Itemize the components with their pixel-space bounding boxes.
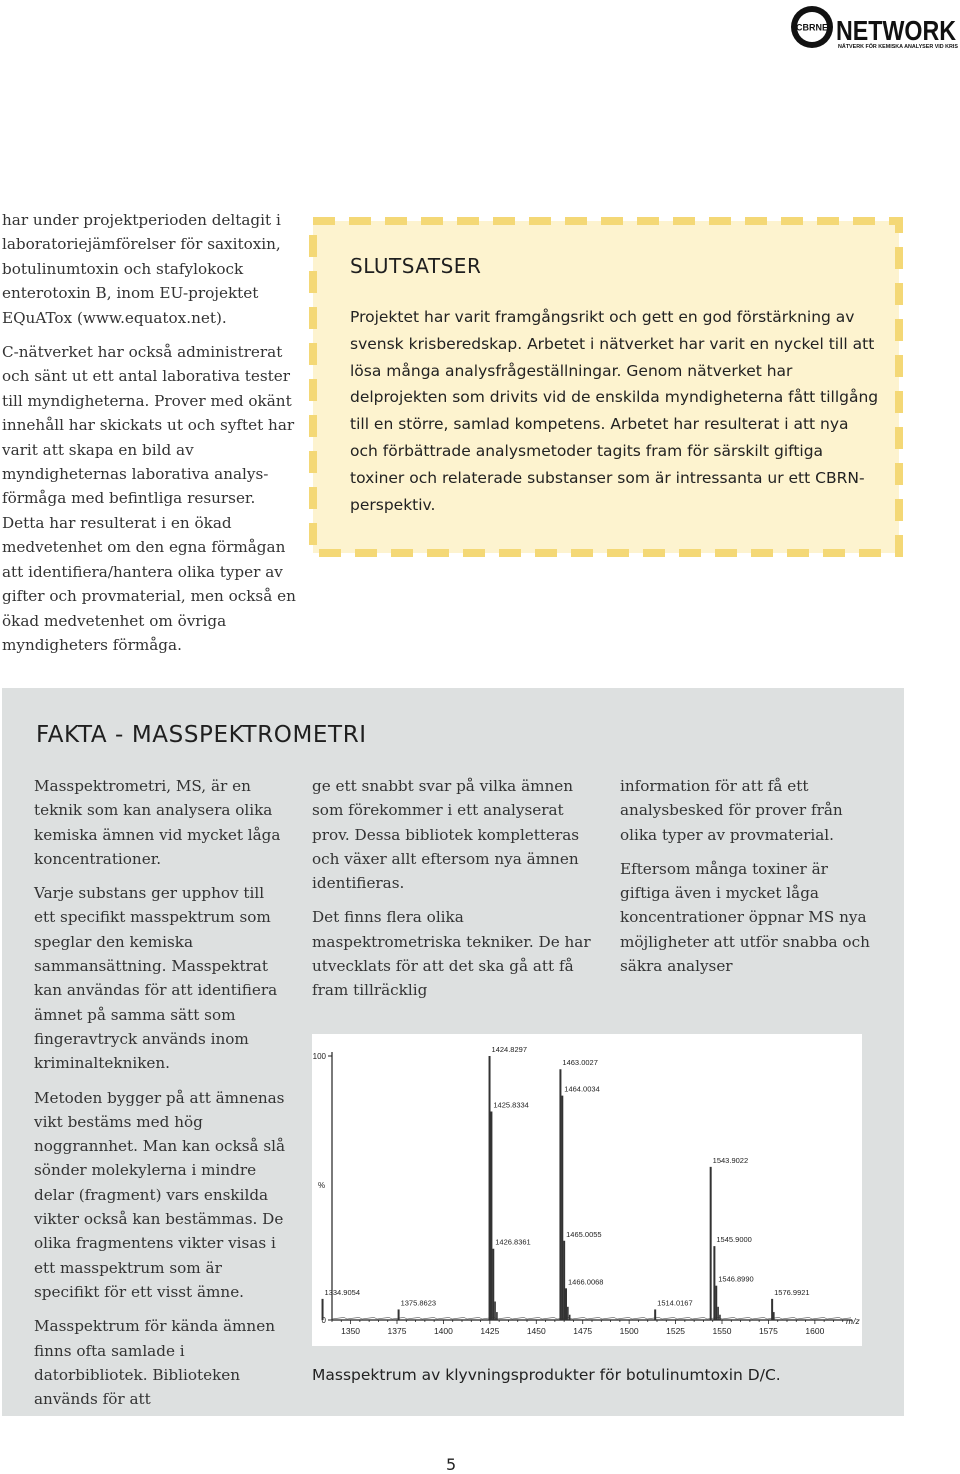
page-number: 5: [446, 1455, 457, 1474]
y-tick-label: 0: [321, 1316, 326, 1325]
mass-spectrum-svg: [312, 1034, 862, 1346]
x-tick-label: 1375: [387, 1326, 407, 1336]
conclusions-box: [308, 216, 904, 558]
y-tick-label: 100: [312, 1052, 326, 1061]
fakta-paragraph: Metoden bygger på att ämnenas vikt bestäms med hög noggrannhet. Man kan också slå sönder molekylerna i mindre delar (fragment) vars enskilda vikter också kan bestämmas. De olika fragmentens vikter visas i ett masspektrum som är specifikt för ett visst ämne.: [34, 1088, 286, 1301]
peak-label: 1425.8334: [493, 1100, 529, 1110]
fakta-paragraph: information för att få ett analysbesked för prover från olika typer av provmaterial.: [620, 777, 843, 844]
fakta-paragraph: Det finns flera olika maspektrometriska tekniker. De har utvecklats för att det ska gå att få fram tillräcklig: [312, 908, 591, 1000]
conclusions-heading: SLUTSATSER: [350, 254, 482, 278]
x-tick-label: 1475: [573, 1326, 593, 1336]
peak-label: 1464.0034: [564, 1084, 600, 1094]
peak-label: 1543.9022: [712, 1155, 749, 1165]
fakta-column-2: [312, 774, 602, 1013]
x-axis-label: m/z: [846, 1316, 860, 1326]
fakta-paragraph: Masspektrum för kända ämnen finns ofta samlade i datorbibliotek. Biblioteken används för att: [34, 1317, 275, 1409]
conclusions-body: Projektet har varit framgångsrikt och gett en god förstärkning av svensk krisberedskap. Arbetet i nätverket har varit en nyckel till att lösa många analysfrågeställningar. Genom nätverket har delprojekten som drivits vid de enskilda myndigheterna fått tillgång till en större, samlad kompetens. Arbetet har resulterat i att nya och förbättrade analysmetoder tagits fram för särskilt giftiga toxiner och relaterade substanser som är intressanta ur ett CBRN-perspektiv.: [350, 308, 879, 514]
fakta-paragraph: Varje substans ger upphov till ett specifikt masspektrum som speglar den kemiska sammansättning. Masspektrat kan användas för att identifiera ämnet på samma sätt som fingeravtryck används inom kriminaltekniken.: [34, 884, 278, 1073]
fakta-paragraph: Masspektrometri, MS, är en teknik som kan analysera olika kemiska ämnen vid mycket låga koncentrationer.: [34, 777, 281, 868]
logo-brand: NETWORK: [836, 15, 956, 46]
left-paragraph: har under projektperioden deltagit i laboratoriejämförelser för saxitoxin, botulinumtoxin och stafylokock enterotoxin B, inom EU-projektet EQuATox (www.equatox.net).: [2, 211, 281, 327]
x-tick-label: 1550: [712, 1326, 732, 1336]
x-tick-label: 1500: [619, 1326, 639, 1336]
x-tick-label: 1450: [526, 1326, 546, 1336]
peak-label: 1514.0167: [657, 1298, 693, 1308]
peak-label: 1463.0027: [562, 1058, 598, 1068]
peak-label: 1545.9000: [716, 1235, 752, 1245]
fakta-paragraph: ge ett snabbt svar på vilka ämnen som förekommer i ett analyserat prov. Dessa bibliotek kompletteras och växer allt eftersom nya ämnen identifieras.: [312, 777, 580, 893]
peak-label: 1466.0068: [568, 1277, 604, 1287]
x-tick-label: 1600: [805, 1326, 825, 1336]
x-tick-label: 1425: [480, 1326, 500, 1336]
fakta-column-3: [620, 774, 882, 988]
fakta-panel: [2, 688, 904, 1416]
x-tick-label: 1350: [341, 1326, 361, 1336]
y-axis-label: %: [318, 1181, 326, 1190]
mass-spectrum-chart: [312, 1034, 862, 1346]
cbrne-network-logo: [788, 2, 960, 52]
x-tick-label: 1575: [758, 1326, 778, 1336]
peak-label: 1465.0055: [566, 1229, 602, 1239]
peak-label: 1576.9921: [774, 1287, 810, 1297]
logo-badge: CBRNE: [795, 22, 829, 33]
x-tick-label: 1525: [666, 1326, 686, 1336]
peak-label: 1334.9054: [324, 1287, 360, 1297]
logo-tagline: NÄTVERK FÖR KEMISKA ANALYSER VID KRIS: [838, 44, 950, 50]
fakta-heading: FAKTA - MASSPEKTROMETRI: [36, 722, 367, 748]
fakta-column-1: [34, 774, 290, 1421]
x-tick-label: 1400: [433, 1326, 453, 1336]
chart-caption: Masspektrum av klyvningsprodukter för botulinumtoxin D/C.: [312, 1366, 781, 1384]
peak-label: 1546.8990: [718, 1274, 754, 1284]
peak-label: 1426.8361: [495, 1237, 531, 1247]
peak-label: 1375.8623: [400, 1298, 437, 1308]
fakta-paragraph: Eftersom många toxiner är giftiga även i mycket låga koncentrationer öppnar MS nya möjligheter att utför snabba och säkra analyser: [620, 859, 870, 976]
peak-label: 1424.8297: [491, 1045, 527, 1054]
left-paragraph: C-nätverket har också administrerat och sänt ut ett antal laborativa tester till myndigheterna. Prover med okänt innehåll har skickats ut och syftet har varit att skapa en bild av myndigheternas laborativa analys-förmåga med befintliga resurser. Detta har resulterat i en ökad medvetenhet om den egna förmågan att identifiera/hantera olika typer av gifter och provmaterial, men också en ökad medvetenhet om övriga myndigheters förmåga.: [2, 343, 296, 654]
left-column-text: [2, 208, 298, 667]
